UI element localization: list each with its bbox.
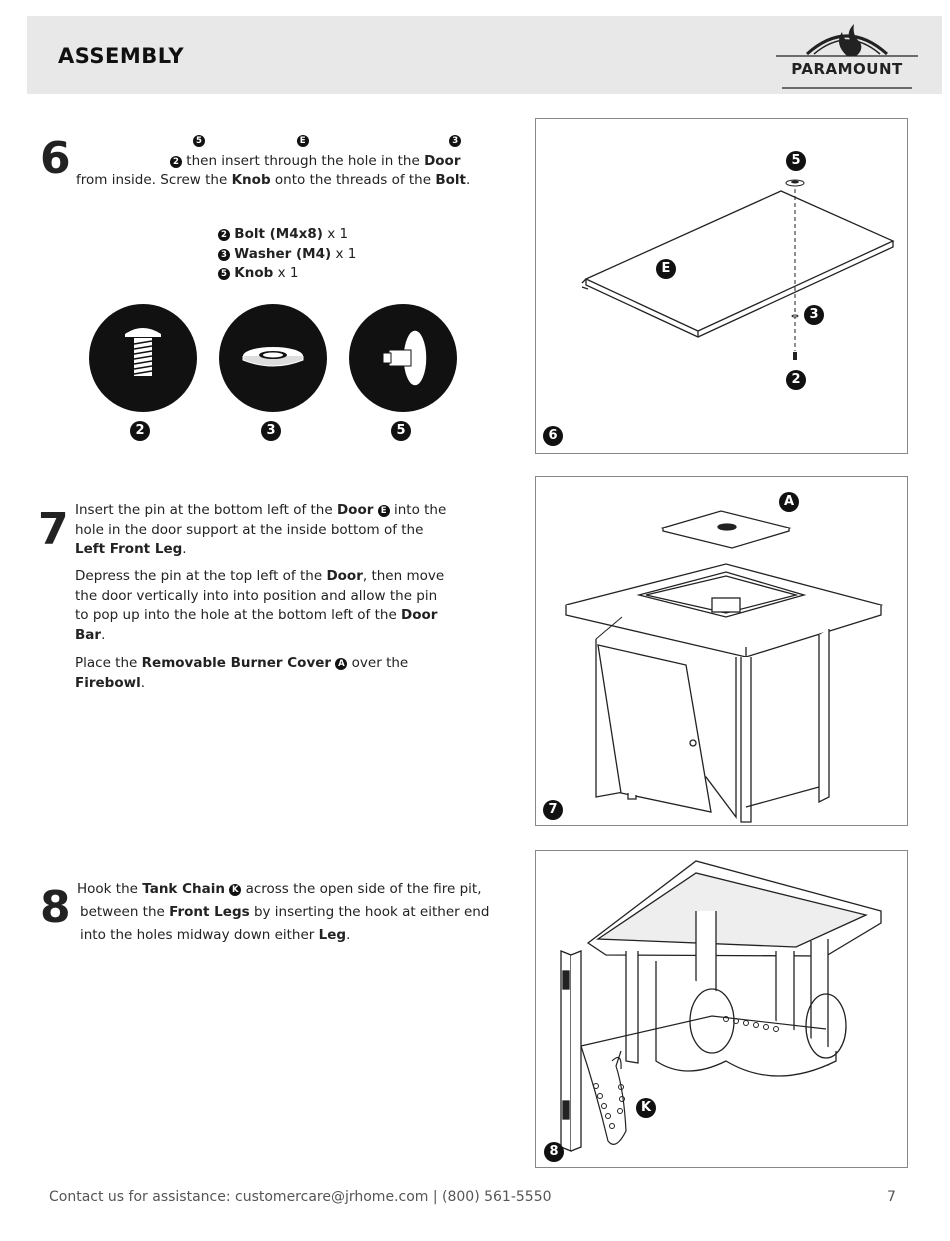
parts-list bbox=[218, 225, 356, 284]
flame-logo-icon bbox=[772, 20, 922, 96]
logo-text: PARAMOUNT bbox=[791, 60, 903, 78]
circle-label-knob: 5 bbox=[391, 421, 411, 441]
step-7-p1-b: into the bbox=[393, 502, 447, 518]
page-number: 7 bbox=[887, 1189, 896, 1205]
step-7-p1-c: hole in the door support at the inside bottom of the bbox=[75, 521, 424, 538]
step-7-paragraph-3 bbox=[75, 654, 475, 693]
step-8-chain-label: Tank Chain bbox=[142, 881, 225, 897]
figure-callout-chain: K bbox=[636, 1098, 656, 1118]
step-7-p1-end: . bbox=[182, 541, 187, 557]
parts-list-item bbox=[218, 245, 356, 265]
door-assembly-drawing bbox=[536, 119, 907, 453]
step-7-leg-label: Left Front Leg bbox=[75, 541, 183, 557]
step-6-top-callouts bbox=[193, 131, 461, 151]
figure-callout-bolt: 2 bbox=[786, 370, 806, 390]
step-6-line-2 bbox=[76, 171, 470, 191]
step-8-legs-label: Front Legs bbox=[169, 904, 250, 920]
step-7-p2-b: , then move bbox=[362, 568, 445, 584]
washer-icon bbox=[219, 304, 327, 412]
callout-washer: 3 bbox=[449, 135, 461, 147]
part-name: Washer (M4) bbox=[234, 245, 332, 262]
step-8-l3-end: . bbox=[346, 927, 351, 943]
step-8-l1-a: Hook the bbox=[77, 881, 138, 897]
part-qty: x 1 bbox=[327, 226, 349, 242]
step-7-p2-d: to pop up into the hole at the bottom left of the bbox=[75, 607, 397, 623]
step-7-p3-end: . bbox=[140, 674, 145, 691]
callout-knob: 5 bbox=[193, 135, 205, 147]
figure-callout-cover: A bbox=[779, 492, 799, 512]
figure-callout-knob: 5 bbox=[786, 151, 806, 171]
figure-step-8-label: 8 bbox=[544, 1142, 564, 1162]
part-qty: x 1 bbox=[277, 265, 299, 281]
step-7-p3-b: over the bbox=[351, 655, 409, 671]
bolt-part-image bbox=[89, 304, 197, 412]
step-8-l3-a: into the holes midway down either bbox=[80, 927, 315, 943]
step-7-door-label: Door bbox=[401, 607, 438, 623]
washer-part-image bbox=[219, 304, 327, 412]
step-6-line-1-text: then insert through the hole in the bbox=[186, 153, 420, 169]
step-7-paragraph-1 bbox=[75, 501, 475, 560]
step-8-leg-label: Leg bbox=[318, 927, 347, 943]
knob-icon bbox=[349, 304, 457, 412]
circle-label-bolt: 2 bbox=[130, 421, 150, 441]
step-8-l1-b: across the open side of the fire pit, bbox=[245, 881, 482, 897]
step-7-bar-label: Bar bbox=[75, 626, 102, 643]
callout-door: E bbox=[297, 135, 309, 147]
step-8-paragraph-line-2 bbox=[80, 903, 510, 923]
step-7-number: 7 bbox=[38, 504, 69, 555]
step-6-bolt-label: Bolt bbox=[435, 172, 466, 188]
paramount-logo bbox=[772, 20, 922, 96]
callout-bolt: 2 bbox=[170, 156, 182, 168]
step-7-firebowl-label: Firebowl bbox=[75, 674, 141, 691]
step-8-number: 8 bbox=[40, 882, 71, 933]
step-6-line-2-b: onto the threads of the bbox=[274, 172, 432, 188]
step-8-paragraph bbox=[77, 880, 507, 900]
step-6-line-2-end: . bbox=[466, 172, 471, 188]
step-8-figure bbox=[535, 850, 908, 1168]
figure-step-7-label: 7 bbox=[543, 800, 563, 820]
page-title: ASSEMBLY bbox=[58, 44, 185, 68]
step-6-knob-label: Knob bbox=[231, 172, 271, 188]
step-7-p2-end: . bbox=[101, 626, 106, 643]
part-callout: 5 bbox=[218, 268, 230, 280]
callout-chain: K bbox=[229, 884, 241, 896]
step-7-p3-a: Place the bbox=[75, 655, 138, 671]
part-name: Knob bbox=[234, 265, 274, 281]
step-8-l2-a: between the bbox=[80, 904, 165, 920]
figure-step-6-label: 6 bbox=[543, 426, 563, 446]
parts-list-item bbox=[218, 225, 356, 245]
figure-callout-washer: 3 bbox=[804, 305, 824, 325]
figure-callout-door: E bbox=[656, 259, 676, 279]
callout-door: E bbox=[378, 505, 390, 517]
step-6-line-1 bbox=[170, 152, 461, 172]
part-callout: 2 bbox=[218, 229, 230, 241]
fire-pit-door-drawing bbox=[536, 477, 907, 825]
step-6-number: 6 bbox=[40, 133, 71, 184]
step-7-p2-c: the door vertically into into position and allow the pin bbox=[75, 587, 438, 604]
circle-label-washer: 3 bbox=[261, 421, 281, 441]
step-6-door-label: Door bbox=[424, 153, 461, 169]
part-name: Bolt (M4x8) bbox=[234, 226, 323, 242]
knob-part-image bbox=[349, 304, 457, 412]
step-7-paragraph-2 bbox=[75, 567, 475, 645]
step-7-cover-label: Removable Burner Cover bbox=[141, 655, 332, 671]
step-8-paragraph-line-3 bbox=[80, 926, 510, 946]
step-8-l2-b: by inserting the hook at either end bbox=[253, 904, 490, 920]
part-callout: 3 bbox=[218, 249, 230, 261]
page-header bbox=[27, 16, 942, 94]
step-7-door-label: Door bbox=[336, 502, 374, 518]
callout-cover: A bbox=[335, 658, 347, 670]
tank-chain-drawing bbox=[536, 851, 907, 1167]
step-6-figure bbox=[535, 118, 908, 454]
part-qty: x 1 bbox=[335, 245, 357, 262]
bolt-icon bbox=[89, 304, 197, 412]
step-7-figure bbox=[535, 476, 908, 826]
footer-contact: Contact us for assistance: customercare@jrhome.com | (800) 561-5550 bbox=[49, 1189, 552, 1205]
step-7-p1-a: Insert the pin at the bottom left of the bbox=[75, 502, 333, 518]
parts-list-item bbox=[218, 264, 356, 284]
step-7-door-label: Door bbox=[326, 568, 363, 584]
step-7-p2-a: Depress the pin at the top left of the bbox=[75, 568, 323, 584]
step-6-line-2-a: from inside. Screw the bbox=[76, 172, 228, 188]
